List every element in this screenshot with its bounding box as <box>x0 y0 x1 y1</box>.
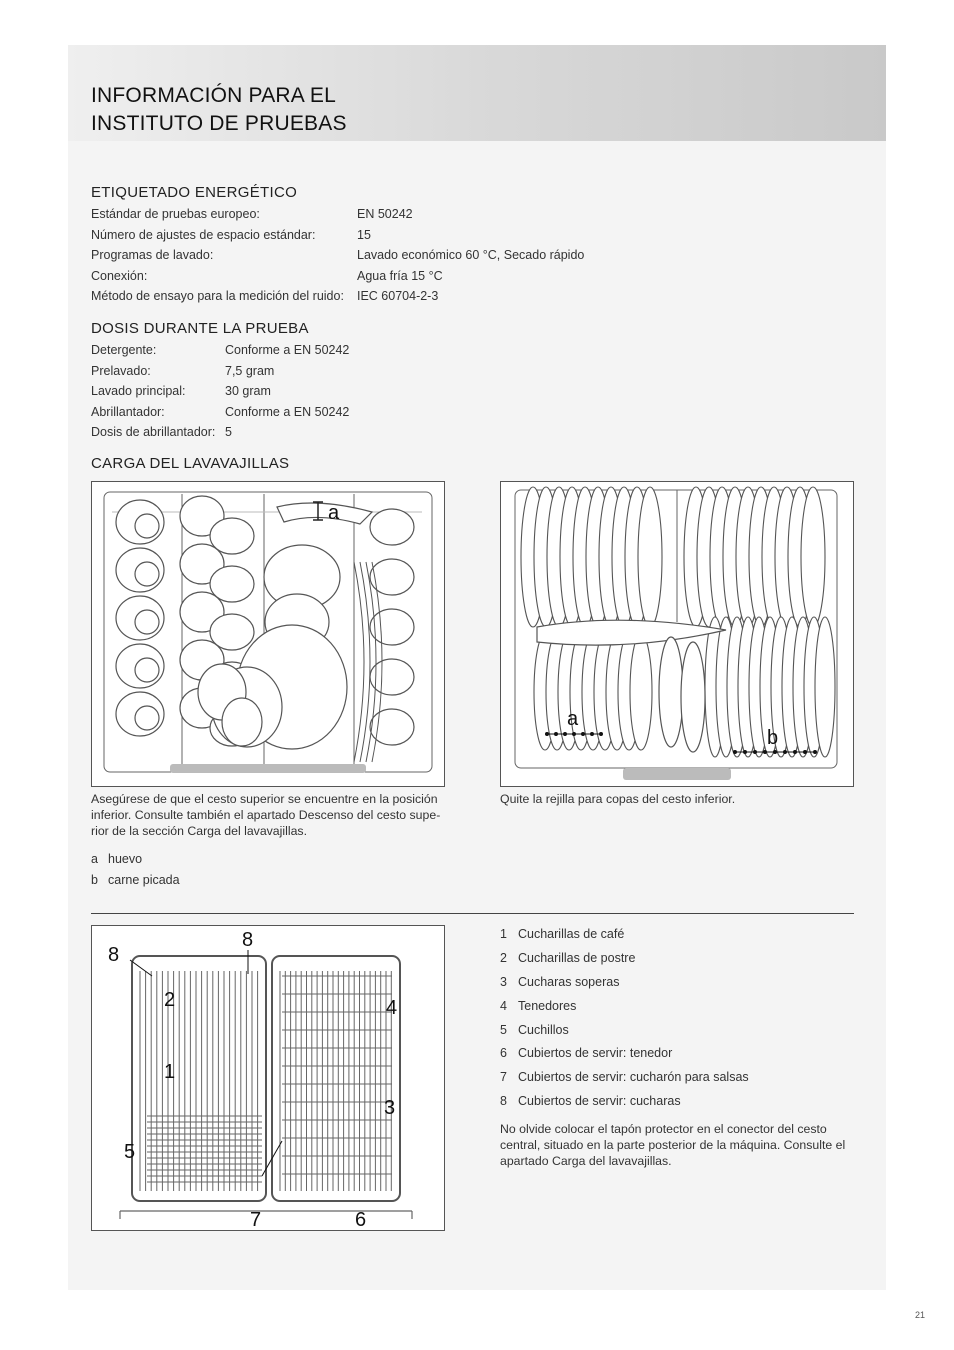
dosage-value: 7,5 gram <box>225 363 275 378</box>
caption-line: Asegúrese de que el cesto superior se encuentre en la posición <box>91 792 438 806</box>
cutlery-label-4: 4 <box>386 997 398 1019</box>
cutlery-item <box>500 970 749 994</box>
cutlery-item <box>500 1065 749 1089</box>
item-number: 2 <box>500 950 507 965</box>
item-number: 1 <box>500 926 507 941</box>
energy-label: Programas de lavado: <box>91 248 214 263</box>
title-line-1: INFORMACIÓN PARA EL <box>91 84 336 107</box>
cutlery-list <box>500 922 749 1113</box>
energy-table <box>91 204 584 307</box>
energy-value: Lavado económico 60 °C, Secado rápido <box>357 248 585 263</box>
cup-shape <box>370 659 414 695</box>
dosage-table <box>91 340 349 443</box>
upper-basket-illustration <box>92 482 444 786</box>
item-text: Cubiertos de servir: tenedor <box>518 1046 673 1061</box>
energy-label: Método de ensayo para la medición del ruido: <box>91 289 344 304</box>
dosage-label: Lavado principal: <box>91 384 186 399</box>
dosage-value: Conforme a EN 50242 <box>225 404 350 419</box>
plate-shape <box>630 634 652 750</box>
cutlery-item <box>500 1018 749 1042</box>
dosage-value: 5 <box>225 425 232 440</box>
energy-label: Estándar de pruebas europeo: <box>91 207 260 221</box>
section-divider <box>91 913 854 914</box>
legend-text: carne picada <box>108 872 180 887</box>
caption-line: Quite la rejilla para copas del cesto inferior. <box>500 792 736 806</box>
caption-line: inferior. Consulte también el apartado Descenso del cesto supe- <box>91 808 441 822</box>
cutlery-note <box>500 1121 845 1169</box>
cup-shape <box>135 658 159 682</box>
lower-basket-figure <box>500 481 854 787</box>
dosage-row <box>91 340 349 361</box>
cup-shape <box>135 562 159 586</box>
cup-shape <box>135 706 159 730</box>
cutlery-label-2: 2 <box>164 989 176 1011</box>
dosage-row <box>91 402 349 423</box>
plate-shape <box>815 617 835 757</box>
caption-line: rior de la sección Carga del lavavajillas. <box>91 824 307 838</box>
dosage-label: Abrillantador: <box>91 404 165 419</box>
cup-shape <box>135 514 159 538</box>
legend-item <box>91 849 180 870</box>
cup-shape <box>370 709 414 745</box>
cutlery-basket-illustration <box>92 926 444 1230</box>
cutlery-label-8a: 8 <box>108 944 120 966</box>
page-number: 21 <box>915 1310 926 1320</box>
dosage-row <box>91 381 349 402</box>
item-text: Cubiertos de servir: cucharas <box>518 1094 681 1109</box>
cutlery-label-5: 5 <box>124 1141 136 1163</box>
cutlery-basket-figure <box>91 925 445 1231</box>
upper-figure-label-a: a <box>328 502 340 524</box>
dosage-row <box>91 422 349 443</box>
cutlery-label-1: 1 <box>164 1061 176 1083</box>
item-text: Cubiertos de servir: cucharón para salsas <box>518 1070 749 1085</box>
lower-figure-label-a: a <box>567 708 579 730</box>
note-line: No olvide colocar el tapón protector en el conector del cesto <box>500 1122 827 1136</box>
legend-key: a <box>91 852 98 866</box>
legend-text: huevo <box>108 852 143 866</box>
dosage-value: Conforme a EN 50242 <box>225 343 350 357</box>
item-number: 8 <box>500 1094 507 1109</box>
energy-heading: ETIQUETADO ENERGÉTICO <box>91 184 298 201</box>
dosage-heading: DOSIS DURANTE LA PRUEBA <box>91 320 309 337</box>
note-line: central, situado en la parte posterior de la máquina. Consulte el <box>500 1138 846 1152</box>
plate-shape <box>801 487 825 627</box>
dot-marker <box>813 750 817 754</box>
lower-basket-caption <box>500 791 735 807</box>
item-text: Cuchillos <box>518 1022 569 1037</box>
energy-value: EN 50242 <box>357 207 413 221</box>
energy-value: Agua fría 15 °C <box>357 268 443 283</box>
energy-row <box>91 266 584 287</box>
cutlery-label-3: 3 <box>384 1097 396 1119</box>
loading-heading: CARGA DEL LAVAVAJILLAS <box>91 455 290 472</box>
legend-item <box>91 870 180 891</box>
note-line: apartado Carga del lavavajillas. <box>500 1154 672 1168</box>
page-title <box>91 82 347 138</box>
energy-label: Conexión: <box>91 268 148 283</box>
item-number: 7 <box>500 1070 507 1085</box>
cutlery-label-8b: 8 <box>242 929 254 951</box>
dosage-label: Dosis de abrillantador: <box>91 425 216 440</box>
cutlery-label-6: 6 <box>355 1209 367 1230</box>
cutlery-item <box>500 1089 749 1113</box>
cutlery-label-7: 7 <box>250 1209 262 1230</box>
dosage-value: 30 gram <box>225 384 271 399</box>
upper-basket-figure <box>91 481 445 787</box>
item-number: 4 <box>500 998 507 1013</box>
cup-shape <box>135 610 159 634</box>
dosage-label: Prelavado: <box>91 363 151 378</box>
cutlery-item <box>500 922 749 946</box>
plate-shape <box>638 487 662 627</box>
item-number: 5 <box>500 1022 507 1037</box>
upper-basket-caption <box>91 791 440 839</box>
cup-shape <box>370 609 414 645</box>
item-text: Cucharas soperas <box>518 974 620 989</box>
item-text: Cucharillas de postre <box>518 950 636 965</box>
energy-row <box>91 286 584 307</box>
energy-label: Número de ajustes de espacio estándar: <box>91 227 316 242</box>
energy-value: 15 <box>357 227 371 242</box>
energy-row <box>91 225 584 246</box>
lower-figure-label-b: b <box>767 727 779 749</box>
energy-row <box>91 245 584 266</box>
lower-basket-illustration <box>501 482 853 786</box>
cup-shape <box>370 509 414 545</box>
food-legend <box>91 849 180 890</box>
item-number: 6 <box>500 1046 507 1061</box>
energy-value: IEC 60704-2-3 <box>357 289 439 304</box>
item-number: 3 <box>500 974 507 989</box>
energy-row <box>91 204 584 225</box>
dosage-row <box>91 361 349 382</box>
item-text: Tenedores <box>518 998 577 1013</box>
dosage-label: Detergente: <box>91 343 157 357</box>
cutlery-item <box>500 994 749 1018</box>
title-line-2: INSTITUTO DE PRUEBAS <box>91 112 347 135</box>
item-text: Cucharillas de café <box>518 926 625 941</box>
cutlery-item <box>500 1041 749 1065</box>
cutlery-item <box>500 946 749 970</box>
legend-key: b <box>91 872 98 887</box>
